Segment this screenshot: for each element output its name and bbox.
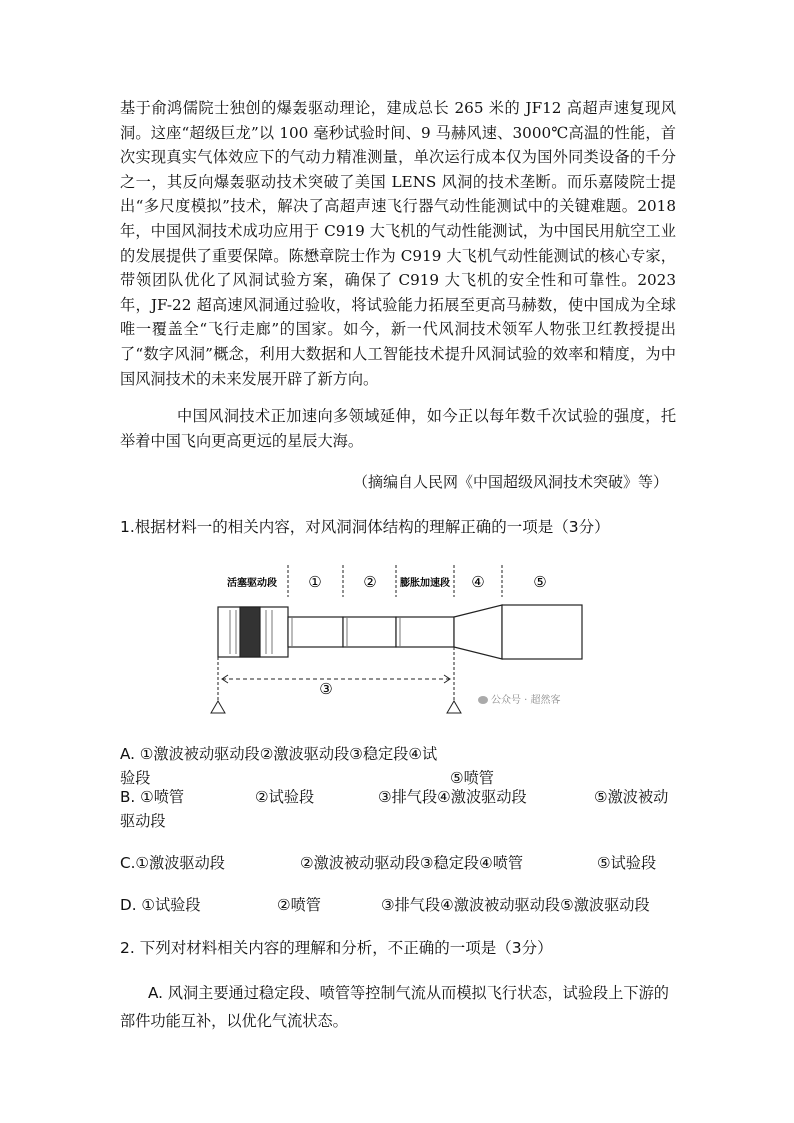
question-2-stem: 2. 下列对材料相关内容的理解和分析，不正确的一项是（3分） [120,939,553,957]
nozzle-shape [454,605,502,659]
label-1: ① [308,573,322,591]
support-triangle-right [447,701,461,713]
label-2: ② [363,573,377,591]
tube-section-expansion [396,617,454,647]
test-section-shape [502,605,582,659]
tube-section-1 [288,617,343,647]
q2-option-a[interactable]: A. 风洞主要通过稳定段、喷管等控制气流从而模拟飞行状态，试验段上下游的部件功能互补，以优化气流状态。 [120,984,669,1030]
material-paragraph-1: 基于俞鸿儒院士独创的爆轰驱动理论，建成总长 265 米的 JF12 高超声速复现风洞。这座“超级巨龙”以 100 毫秒试验时间、9 马赫风速、3000℃高温的性能，首次实现真实气体效应下的气动力精准测量，单次运行成本仅为国外同类设备的千分之一，其反向爆轰驱动技术突破了美国 LENS 风洞的技术垄断。而乐嘉陵院士提出“多尺度模拟”技术，解决了高超声速飞行器气动性能测试中的关键难题。2018 年，中国风洞技术成功应用于 C919 大飞机的气动性能测试，为中国民用航空工业的发展提供了重要保障。陈懋章院士作为 C919 大飞机气动性能测试的核心专家，带领团队优化了风洞试验方案，确保了 C919 大飞机的安全性和可靠性。2023 年，JF-22 超高速风洞通过验收，将试验能力拓展至更高马赫数，使中国成为全球唯一覆盖全“飞行走廊”的国家。如今，新一代风洞技术领军人物张卫红教授提出了“数字风洞”概念，利用大数据和人工智能技术提升风洞试验的效率和精度，为中国风洞技术的未来发展开辟了新方向。 [120,99,676,388]
label-5: ⑤ [533,573,547,591]
q1-option-c[interactable]: C.①激波驱动段 ②激波被动驱动段③稳定段④喷管 ⑤试验段 [120,854,657,872]
q1-option-a[interactable]: A. ①激波被动驱动段②激波驱动段③稳定段④试验段 ⑤喷管 [120,745,494,787]
label-expansion-section: 膨胀加速段 [400,578,450,589]
label-3: ③ [319,680,333,698]
label-4: ④ [471,573,485,591]
source-citation: （摘编自人民网《中国超级风洞技术突破》等） [352,473,668,491]
q1-option-b[interactable]: B. ①喷管 ②试验段 ③排气段④激波驱动段 ⑤激波被动驱动段 [120,788,669,830]
q1-option-d[interactable]: D. ①试验段 ②喷管 ③排气段④激波被动驱动段⑤激波驱动段 [120,896,650,914]
label-piston-section: 活塞驱动段 [227,578,277,589]
piston-block [240,607,260,657]
question-1-stem: 1.根据材料一的相关内容，对风洞洞体结构的理解正确的一项是（3分） [120,518,610,536]
support-triangle-left [211,701,225,713]
tube-section-2 [343,617,396,647]
material-paragraph-2: 中国风洞技术正加速向多领域延伸，如今正以每年数千次试验的强度，托举着中国飞向更高更远的星辰大海。 [120,407,676,450]
watermark: 公众号 · 超然客 [478,691,561,706]
wechat-icon [478,696,488,704]
